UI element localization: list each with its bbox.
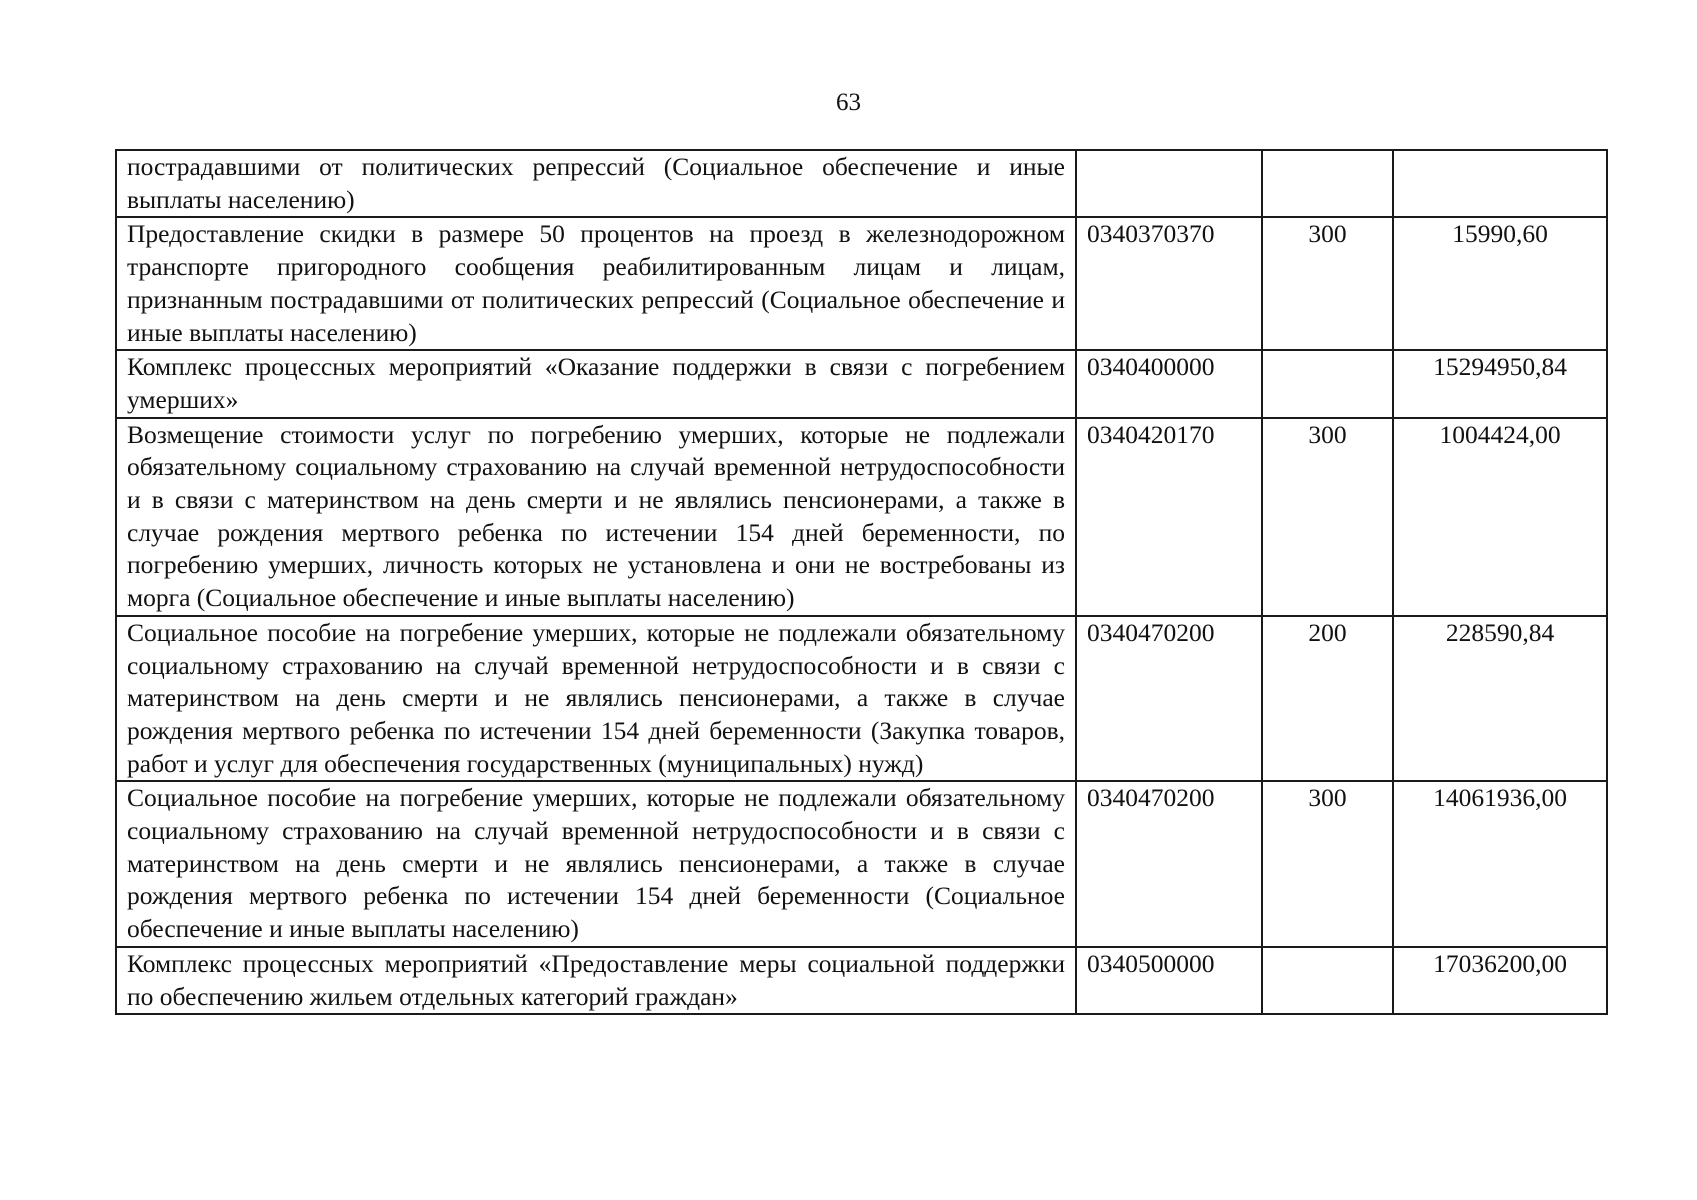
row-name-cell: Возмещение стоимости услуг по погребению умерших, которые не подлежали обязательному социальному страхованию на случай временной нетрудоспособности и в связи с материнством на день смерти и не являлись пенсионерами, а также в случае рождения мертвого ребенка по истечении 154 дней беременности, по погребению умерших, личность которых не установлена и они не востребованы из морга (Социальное обеспечение и иные выплаты населению): [116, 418, 1076, 616]
row-sum-cell: [1393, 150, 1607, 217]
row-expense-type-cell: 300: [1262, 781, 1393, 947]
row-expense-type-cell: 200: [1262, 616, 1393, 782]
table-row: [116, 947, 1607, 1014]
row-code-cell: 0340400000: [1076, 350, 1262, 417]
row-name-cell: Предоставление скидки в размере 50 процентов на проезд в железнодорожном транспорте пригородного сообщения реабилитированным лицам и лицам, признанным пострадавшими от политических репрессий (Социальное обеспечение и иные выплаты населению): [116, 217, 1076, 350]
row-sum-cell: 228590,84: [1393, 616, 1607, 782]
row-sum-cell: 15294950,84: [1393, 350, 1607, 417]
row-code-cell: 0340500000: [1076, 947, 1262, 1014]
table-row: [116, 350, 1607, 417]
row-code-cell: 0340470200: [1076, 616, 1262, 782]
table-row: [116, 616, 1607, 782]
budget-table: [115, 149, 1608, 1015]
row-sum-cell: 1004424,00: [1393, 418, 1607, 616]
table-row: [116, 217, 1607, 350]
row-sum-cell: 15990,60: [1393, 217, 1607, 350]
row-code-cell: 0340470200: [1076, 781, 1262, 947]
table-row: [116, 781, 1607, 947]
row-name-cell: Комплекс процессных мероприятий «Оказание поддержки в связи с погребением умерших»: [116, 350, 1076, 417]
row-expense-type-cell: 300: [1262, 418, 1393, 616]
row-name-cell: Социальное пособие на погребение умерших, которые не подлежали обязательному социальному страхованию на случай временной нетрудоспособности и в связи с материнством на день смерти и не являлись пенсионерами, а также в случае рождения мертвого ребенка по истечении 154 дней беременности (Закупка товаров, работ и услуг для обеспечения государственных (муниципальных) нужд): [116, 616, 1076, 782]
page-number: 63: [836, 89, 861, 116]
row-code-cell: [1076, 150, 1262, 217]
row-expense-type-cell: 300: [1262, 217, 1393, 350]
row-name-cell: Комплекс процессных мероприятий «Предоставление меры социальной поддержки по обеспечению жильем отдельных категорий граждан»: [116, 947, 1076, 1014]
row-name-cell: пострадавшими от политических репрессий (Социальное обеспечение и иные выплаты населению): [116, 150, 1076, 217]
row-sum-cell: 17036200,00: [1393, 947, 1607, 1014]
table-row: [116, 150, 1607, 217]
row-sum-cell: 14061936,00: [1393, 781, 1607, 947]
row-expense-type-cell: [1262, 350, 1393, 417]
table-row: [116, 418, 1607, 616]
row-expense-type-cell: [1262, 150, 1393, 217]
row-expense-type-cell: [1262, 947, 1393, 1014]
row-code-cell: 0340420170: [1076, 418, 1262, 616]
row-code-cell: 0340370370: [1076, 217, 1262, 350]
row-name-cell: Социальное пособие на погребение умерших, которые не подлежали обязательному социальному страхованию на случай временной нетрудоспособности и в связи с материнством на день смерти и не являлись пенсионерами, а также в случае рождения мертвого ребенка по истечении 154 дней беременности (Социальное обеспечение и иные выплаты населению): [116, 781, 1076, 947]
